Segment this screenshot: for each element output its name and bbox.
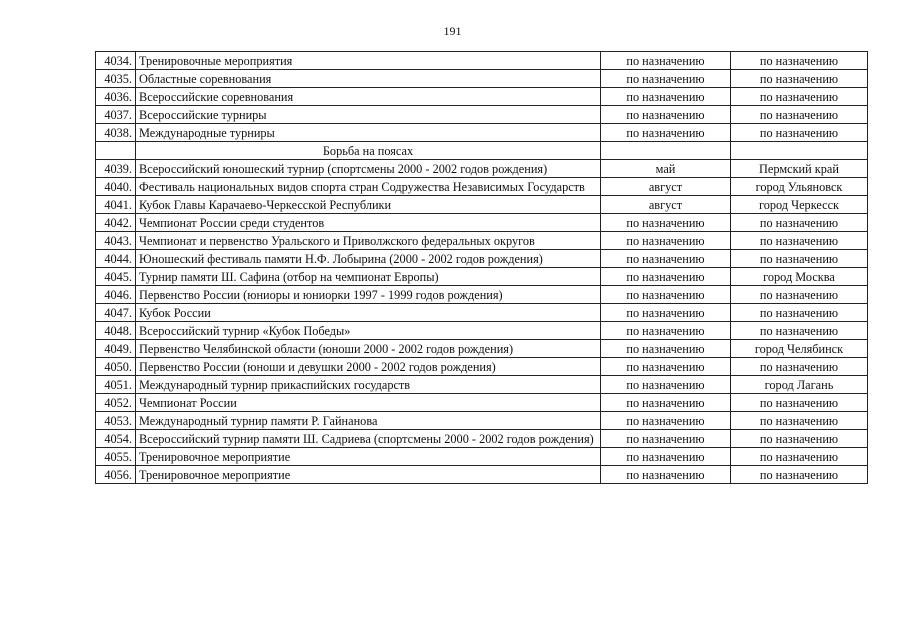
event-date: по назначению (601, 448, 731, 466)
event-number: 4036. (96, 88, 136, 106)
event-number: 4042. (96, 214, 136, 232)
table-row (96, 124, 868, 142)
event-name: Всероссийские турниры (136, 106, 601, 124)
table-row (96, 322, 868, 340)
table-row (96, 70, 868, 88)
event-number: 4048. (96, 322, 136, 340)
event-place: город Москва (731, 268, 868, 286)
event-date: август (601, 196, 731, 214)
event-place: по назначению (731, 250, 868, 268)
table-row (96, 358, 868, 376)
event-name: Первенство Челябинской области (юноши 2000 - 2002 годов рождения) (136, 340, 601, 358)
event-date: по назначению (601, 106, 731, 124)
event-place: город Челябинск (731, 340, 868, 358)
event-place: по назначению (731, 448, 868, 466)
event-name: Всероссийский юношеский турнир (спортсмены 2000 - 2002 годов рождения) (136, 160, 601, 178)
event-number: 4050. (96, 358, 136, 376)
table-row (96, 430, 868, 448)
table-row (96, 394, 868, 412)
event-place: по назначению (731, 430, 868, 448)
event-date: по назначению (601, 232, 731, 250)
event-date: по назначению (601, 466, 731, 484)
event-name: Всероссийский турнир памяти Ш. Садриева (спортсмены 2000 - 2002 годов рождения) (136, 430, 601, 448)
event-place: по назначению (731, 124, 868, 142)
event-date: по назначению (601, 412, 731, 430)
event-date: по назначению (601, 430, 731, 448)
event-number: 4054. (96, 430, 136, 448)
event-name: Международный турнир памяти Р. Гайнанова (136, 412, 601, 430)
table-row (96, 232, 868, 250)
event-place: по назначению (731, 412, 868, 430)
event-name: Тренировочное мероприятие (136, 448, 601, 466)
event-number: 4047. (96, 304, 136, 322)
event-number: 4046. (96, 286, 136, 304)
event-name: Чемпионат и первенство Уральского и Приволжского федеральных округов (136, 232, 601, 250)
event-date: по назначению (601, 268, 731, 286)
event-date: по назначению (601, 88, 731, 106)
event-number: 4038. (96, 124, 136, 142)
table-row (96, 160, 868, 178)
event-number: 4049. (96, 340, 136, 358)
event-name: Всероссийские соревнования (136, 88, 601, 106)
event-date: по назначению (601, 322, 731, 340)
event-date: май (601, 160, 731, 178)
event-number: 4052. (96, 394, 136, 412)
event-name: Международный турнир прикаспийских государств (136, 376, 601, 394)
event-place: Пермский край (731, 160, 868, 178)
event-name: Первенство России (юниоры и юниорки 1997 - 1999 годов рождения) (136, 286, 601, 304)
event-date: по назначению (601, 376, 731, 394)
section-header-row (96, 142, 868, 160)
table-row (96, 448, 868, 466)
event-number: 4055. (96, 448, 136, 466)
event-place: город Черкесск (731, 196, 868, 214)
table-row (96, 106, 868, 124)
event-number: 4040. (96, 178, 136, 196)
event-name: Фестиваль национальных видов спорта стран Содружества Независимых Государств (136, 178, 601, 196)
event-date: по назначению (601, 214, 731, 232)
event-date: по назначению (601, 70, 731, 88)
event-date: по назначению (601, 394, 731, 412)
event-place: город Ульяновск (731, 178, 868, 196)
event-place: по назначению (731, 466, 868, 484)
events-table-body (96, 52, 868, 484)
event-place: по назначению (731, 358, 868, 376)
event-name: Первенство России (юноши и девушки 2000 - 2002 годов рождения) (136, 358, 601, 376)
table-row (96, 304, 868, 322)
event-number: 4034. (96, 52, 136, 70)
event-date: по назначению (601, 304, 731, 322)
event-name: Тренировочные мероприятия (136, 52, 601, 70)
events-table (95, 51, 868, 484)
event-date: по назначению (601, 250, 731, 268)
event-number: 4056. (96, 466, 136, 484)
event-place: по назначению (731, 286, 868, 304)
event-name: Тренировочное мероприятие (136, 466, 601, 484)
event-name: Кубок России (136, 304, 601, 322)
event-date: по назначению (601, 286, 731, 304)
table-row (96, 52, 868, 70)
event-place: по назначению (731, 88, 868, 106)
table-row (96, 88, 868, 106)
event-place: по назначению (731, 52, 868, 70)
event-date: по назначению (601, 124, 731, 142)
table-row (96, 214, 868, 232)
table-row (96, 196, 868, 214)
table-row (96, 376, 868, 394)
event-place: по назначению (731, 106, 868, 124)
page-number: 191 (443, 24, 462, 38)
event-place: по назначению (731, 304, 868, 322)
event-number: 4039. (96, 160, 136, 178)
event-name: Всероссийский турнир «Кубок Победы» (136, 322, 601, 340)
event-number: 4045. (96, 268, 136, 286)
section-place-cell (731, 142, 868, 160)
event-date: по назначению (601, 340, 731, 358)
event-name: Чемпионат России (136, 394, 601, 412)
event-name: Международные турниры (136, 124, 601, 142)
section-title: Борьба на поясах (136, 142, 601, 160)
event-place: по назначению (731, 232, 868, 250)
event-place: по назначению (731, 394, 868, 412)
event-number: 4043. (96, 232, 136, 250)
table-row (96, 286, 868, 304)
event-number: 4037. (96, 106, 136, 124)
event-place: по назначению (731, 70, 868, 88)
event-number: 4035. (96, 70, 136, 88)
event-name: Чемпионат России среди студентов (136, 214, 601, 232)
event-number: 4041. (96, 196, 136, 214)
event-place: по назначению (731, 214, 868, 232)
event-name: Кубок Главы Карачаево-Черкесской Республики (136, 196, 601, 214)
event-number: 4053. (96, 412, 136, 430)
table-row (96, 178, 868, 196)
event-place: город Лагань (731, 376, 868, 394)
event-date: по назначению (601, 52, 731, 70)
section-num-cell (96, 142, 136, 160)
table-row (96, 250, 868, 268)
event-date: август (601, 178, 731, 196)
event-place: по назначению (731, 322, 868, 340)
table-row (96, 412, 868, 430)
table-row (96, 466, 868, 484)
event-name: Турнир памяти Ш. Сафина (отбор на чемпионат Европы) (136, 268, 601, 286)
event-date: по назначению (601, 358, 731, 376)
event-number: 4051. (96, 376, 136, 394)
event-number: 4044. (96, 250, 136, 268)
table-row (96, 340, 868, 358)
table-row (96, 268, 868, 286)
section-date-cell (601, 142, 731, 160)
event-name: Юношеский фестиваль памяти Н.Ф. Лобырина (2000 - 2002 годов рождения) (136, 250, 601, 268)
event-name: Областные соревнования (136, 70, 601, 88)
